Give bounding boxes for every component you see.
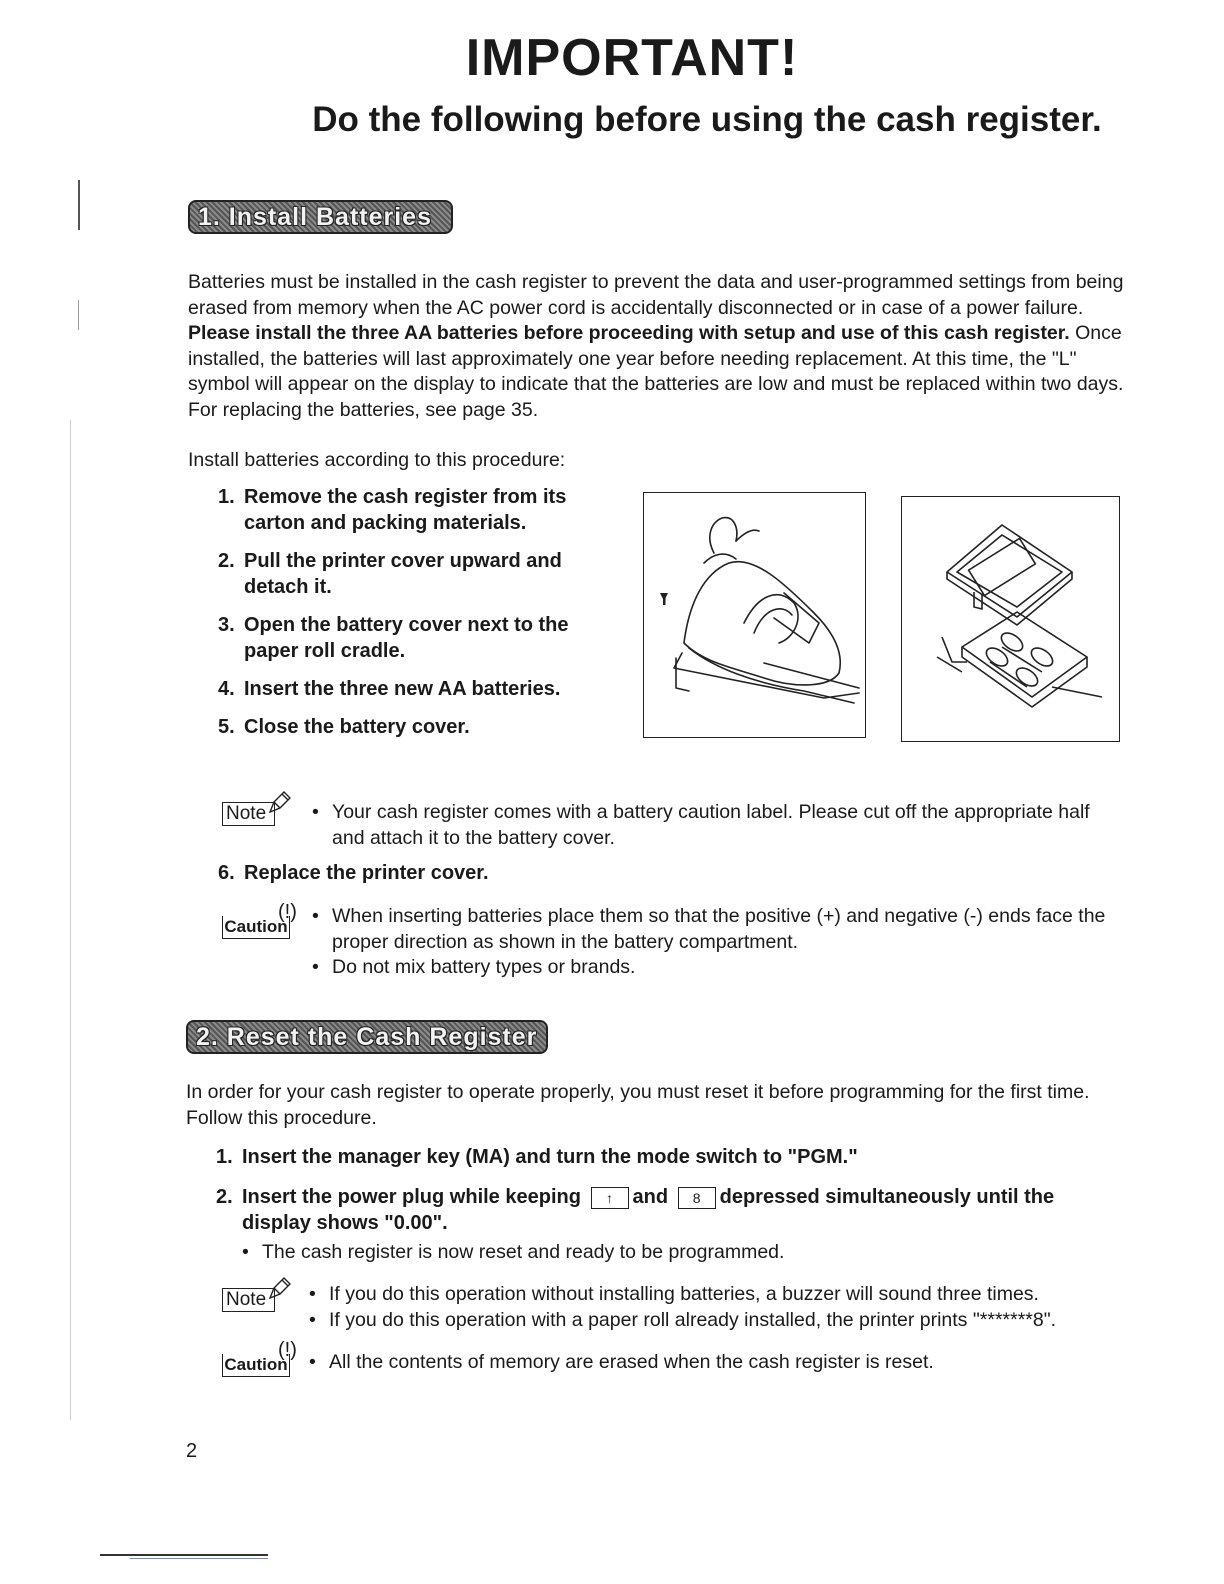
section2-caution-list	[309, 1350, 1129, 1376]
key-up-arrow: ↑	[591, 1187, 629, 1209]
list-item: 6. Replace the printer cover.	[218, 862, 489, 884]
section1-intro-text: Batteries must be installed in the cash register to prevent the data and user-programmed settings from being erased from memory when the AC power cord is accidentally disconnected or in case of a power failure.	[188, 271, 1124, 319]
scan-margin-mark	[70, 420, 71, 1420]
scan-bottom-mark	[100, 1554, 268, 1556]
caution-label: Caution	[222, 916, 290, 939]
scan-margin-mark	[78, 180, 80, 230]
note-label: Note	[222, 1288, 275, 1312]
page-number: 2	[186, 1440, 198, 1462]
pencil-icon	[266, 790, 292, 816]
figure-battery-compartment	[901, 496, 1120, 742]
note-label: Note	[222, 802, 275, 826]
list-item: 1. Remove the cash register from its carton and packing materials.	[218, 486, 567, 534]
caution-label: Caution	[222, 1354, 290, 1377]
list-item: • Do not mix battery types or brands.	[312, 956, 636, 978]
procedure-intro: Install batteries according to this procedure:	[188, 449, 566, 471]
section-heading-install-batteries: 1. Install Batteries	[188, 200, 453, 234]
list-item: 1. Insert the manager key (MA) and turn the mode switch to "PGM."	[216, 1146, 858, 1168]
list-item: • Your cash register comes with a battery caution label. Please cut off the appropriate half and attach it to the battery cover.	[312, 801, 1090, 849]
battery-compartment-illustration	[902, 497, 1118, 740]
section1-intro-emphasis: Please install the three AA batteries before proceeding with setup and use of this cash register.	[188, 322, 1070, 344]
page-title: IMPORTANT!	[465, 29, 799, 87]
printer-cover-illustration	[644, 493, 864, 736]
caution-badge	[222, 902, 302, 942]
reset-step2-bullet	[242, 1240, 1092, 1266]
list-item: • All the contents of memory are erased when the cash register is reset.	[309, 1351, 934, 1373]
list-item: 3. Open the battery cover next to the paper roll cradle.	[218, 614, 569, 662]
list-item: 5. Close the battery cover.	[218, 716, 470, 738]
pencil-icon	[266, 1276, 292, 1302]
list-item: • If you do this operation without installing batteries, a buzzer will sound three times.	[309, 1283, 1039, 1305]
section1-note-list	[312, 800, 1112, 851]
list-item: 2. Insert the power plug while keeping ↑ and 8 depressed simultaneously until the display shows "0.00".	[216, 1186, 1055, 1234]
section1-intro	[188, 270, 1128, 423]
caution-icon: (!)	[278, 901, 297, 923]
scan-bottom-mark	[130, 1558, 268, 1559]
section-heading-reset-register: 2. Reset the Cash Register	[186, 1020, 548, 1054]
section2-note-list	[309, 1282, 1129, 1333]
note-badge	[222, 1282, 288, 1312]
list-item: 2. Pull the printer cover upward and detach it.	[218, 550, 562, 598]
list-item: • When inserting batteries place them so that the positive (+) and negative (-) ends face the proper direction as shown in the battery compartment.	[312, 905, 1106, 953]
reset-steps-list	[216, 1144, 1116, 1236]
note-badge	[222, 796, 288, 826]
battery-step-6	[218, 860, 718, 886]
list-item: 4. Insert the three new AA batteries.	[218, 678, 561, 700]
caution-icon: (!)	[278, 1339, 297, 1361]
figure-printer-cover	[643, 492, 866, 738]
list-item: • The cash register is now reset and ready to be programmed.	[242, 1241, 785, 1263]
section1-intro-text-cont: Once installed, the batteries will last approximately one year before needing replacement. At this time, the "L" symbol will appear on the display to indicate that the batteries are low and must be replaced within two days. For replacing the batteries, see page 35.	[188, 322, 1124, 421]
scan-margin-mark	[78, 300, 79, 330]
list-item: • If you do this operation with a paper roll already installed, the printer prints "*******8".	[309, 1308, 1057, 1331]
section1-caution-list	[312, 904, 1112, 981]
caution-badge	[222, 1340, 302, 1380]
page-subtitle: Do the following before using the cash register.	[312, 100, 1102, 139]
battery-steps-list	[218, 484, 613, 740]
section2-intro: In order for your cash register to operate properly, you must reset it before programming for the first time. Follow this procedure.	[186, 1081, 1090, 1129]
key-8: 8	[678, 1187, 716, 1209]
